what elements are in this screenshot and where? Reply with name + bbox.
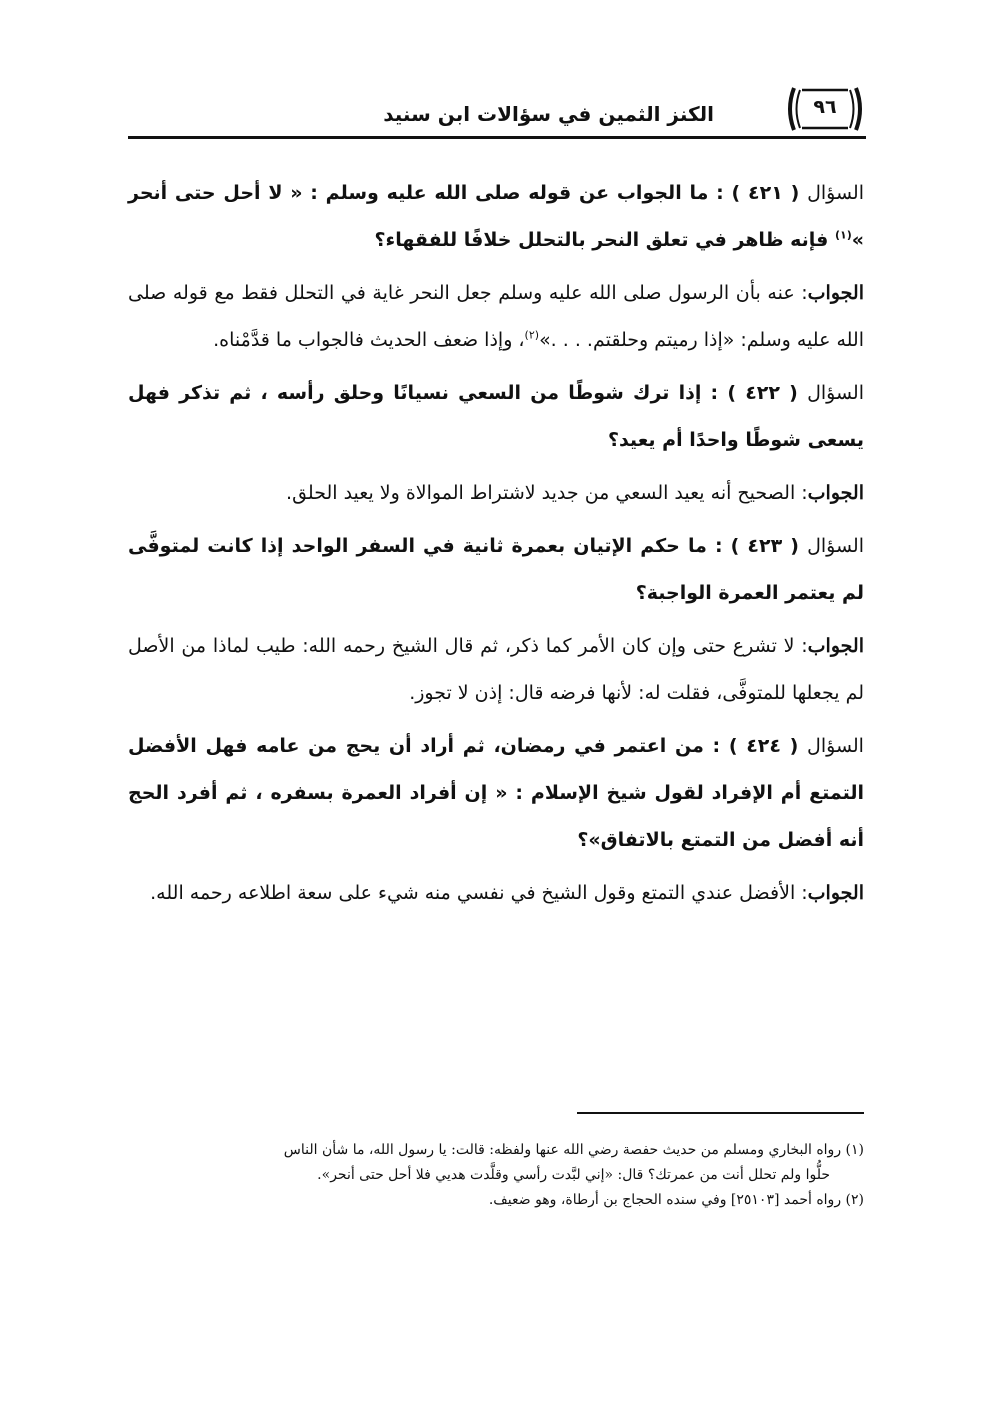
question-label: السؤال	[807, 735, 864, 757]
question-number: ( ٤٢٤ )	[728, 735, 799, 757]
footnote-1: (١) رواه البخاري ومسلم من حديث حفصة رضي الله عنها ولفظه: قالت: يا رسول الله، ما شأن الناس	[283, 1142, 864, 1158]
question-text: : من اعتمر في رمضان، ثم أراد أن يحج من عامه فهل الأفضل التمتع أم الإفراد لقول شيخ الإسلام : « إن أفراد العمرة بسفره ، ثم أفرد الحج أنه أفضل من التمتع بالاتفاق»؟	[128, 735, 864, 851]
question-text-continued: فإنه ظاهر في تعلق النحر بالتحلل خلافًا للفقهاء؟	[374, 229, 835, 251]
question-421	[128, 170, 864, 264]
answer-422	[128, 470, 864, 517]
answer-text: : الصحيح أنه يعيد السعي من جديد لاشتراط الموالاة ولا يعيد الحلق.	[286, 482, 808, 504]
footnotes	[128, 1138, 864, 1213]
footnote-divider	[577, 1112, 864, 1114]
answer-423	[128, 623, 864, 717]
footnote-2: (٢) رواه أحمد [٢٥١٠٣] وفي سنده الحجاج بن أرطاة، وهو ضعيف.	[488, 1192, 864, 1208]
question-text: : إذا ترك شوطًا من السعي نسيانًا وحلق رأسه ، ثم تذكر فهل يسعى شوطًا واحدًا أم يعيد؟	[128, 382, 864, 451]
question-text: : ما الجواب عن قوله صلى الله عليه وسلم : « لا أحل حتى أنحر »	[128, 182, 864, 251]
answer-421	[128, 270, 864, 364]
main-text	[128, 170, 864, 923]
answer-424	[128, 870, 864, 917]
question-number: ( ٤٢٢ )	[727, 382, 798, 404]
footnote-ref-1[interactable]: (١)	[834, 228, 852, 242]
running-title: الكنز الثمين في سؤالات ابن سنيد	[383, 102, 714, 126]
question-424	[128, 723, 864, 864]
answer-text: : عنه بأن الرسول صلى الله عليه وسلم جعل النحر غاية في التحلل فقط مع قوله صلى الله عليه وسلم: «إذا رميتم وحلقتم. . . .»	[128, 282, 864, 351]
question-423	[128, 523, 864, 617]
answer-label: الجواب	[807, 482, 864, 504]
answer-label: الجواب	[807, 282, 864, 304]
footnote-1-continued: حلُّوا ولم تحلل أنت من عمرتك؟ قال: «إني لبَّدت رأسي وقلَّدت هديي فلا أحل حتى أنحر».	[317, 1167, 830, 1183]
answer-text-continued: ، وإذا ضعف الحديث فالجواب ما قدَّمْناه.	[213, 329, 525, 351]
answer-text: : الأفضل عندي التمتع وقول الشيخ في نفسي منه شيء على سعة اطلاعه رحمه الله.	[150, 882, 808, 904]
answer-text: : لا تشرع حتى وإن كان الأمر كما ذكر، ثم قال الشيخ رحمه الله: طيب لماذا من الأصل لم يجعلها للمتوفَّى، فقلت له: لأنها فرضه قال: إذن لا تجوز.	[128, 635, 864, 704]
question-text: : ما حكم الإتيان بعمرة ثانية في السفر الواحد إذا كانت لمتوفَّى لم يعتمر العمرة الواجبة؟	[128, 535, 864, 604]
page-header	[128, 84, 866, 140]
page-number: ٩٦	[813, 96, 837, 118]
question-label: السؤال	[807, 182, 864, 204]
question-number: ( ٤٢١ )	[731, 182, 800, 204]
footnote-ref-2[interactable]: (٢)	[524, 328, 540, 342]
page-number-badge	[784, 84, 866, 134]
answer-label: الجواب	[807, 882, 864, 904]
question-422	[128, 370, 864, 464]
question-label: السؤال	[807, 382, 864, 404]
question-label: السؤال	[807, 535, 864, 557]
answer-label: الجواب	[807, 635, 864, 657]
question-number: ( ٤٢٣ )	[730, 535, 799, 557]
header-divider	[128, 136, 866, 139]
